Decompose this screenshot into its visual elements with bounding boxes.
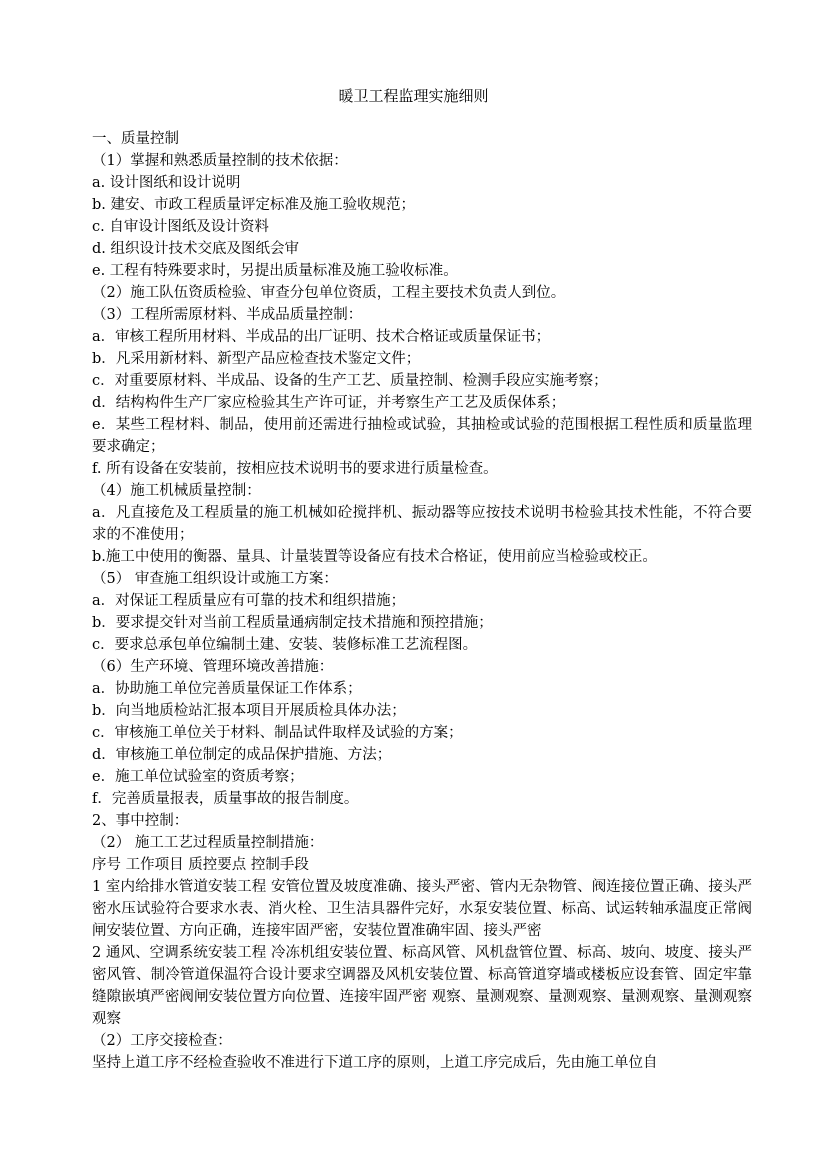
paragraph-line: 序号 工作项目 质控要点 控制手段 — [92, 857, 309, 873]
paragraph-line: （4）施工机械质量控制： — [92, 483, 261, 499]
paragraph-line: d. 组织设计技术交底及图纸会审 — [92, 241, 299, 257]
paragraph-line: c. 自审设计图纸及设计资料 — [92, 219, 269, 235]
paragraph-line: b. 建安、市政工程质量评定标准及施工验收规范； — [92, 197, 415, 213]
paragraph-line: a. 设计图纸和设计说明 — [92, 175, 241, 191]
paragraph-line: 一、质量控制 — [92, 131, 179, 147]
paragraph-line: （3）工程所需原材料、半成品质量控制： — [92, 307, 363, 323]
paragraph-line: （2）施工队伍资质检验、审查分包单位资质，工程主要技术负责人到位。 — [92, 285, 566, 301]
paragraph-line: d．结构构件生产厂家应检验其生产许可证，并考察生产工艺及质保体系； — [92, 395, 566, 411]
document-body — [92, 128, 752, 1074]
paragraph-line: c．审核施工单位关于材料、制品试件取样及试验的方案； — [92, 725, 463, 741]
paragraph-line: a．审核工程所用材料、半成品的出厂证明、技术合格证或质量保证书； — [92, 329, 551, 345]
paragraph-line: c．对重要原材料、半成品、设备的生产工艺、质量控制、检测手段应实施考察； — [92, 373, 608, 389]
paragraph-line: （2） 施工工艺过程质量控制措施： — [92, 835, 324, 851]
paragraph-line: （5） 审查施工组织设计或施工方案： — [92, 571, 338, 587]
paragraph-line: 1 室内给排水管道安装工程 安管位置及坡度准确、接头严密、管内无杂物管、阀连接位置正确、接头严密水压试验符合要求水表、消火栓、卫生洁具器件完好，水泵安装位置、标高、试运转轴承温度正常阀闸安装位置、方向正确，连接牢固严密，安装位置准确牢固、接头严密 — [92, 879, 752, 939]
paragraph-line: e．某些工程材料、制品，使用前还需进行抽检或试验，其抽检或试验的范围根据工程性质和质量监理要求确定； — [92, 417, 752, 455]
paragraph-line: f. 所有设备在安装前，按相应技术说明书的要求进行质量检查。 — [92, 461, 498, 477]
paragraph-line: b．要求提交针对当前工程质量通病制定技术措施和预控措施； — [92, 615, 493, 631]
paragraph-line: d．审核施工单位制定的成品保护措施、方法； — [92, 747, 392, 763]
paragraph-line: e．施工单位试验室的资质考察； — [92, 769, 304, 785]
paragraph-line: a．凡直接危及工程质量的施工机械如砼搅拌机、振动器等应按技术说明书检验其技术性能，不符合要求的不准使用； — [92, 505, 752, 543]
paragraph-line: 2、事中控制： — [92, 813, 189, 829]
paragraph-line: c．要求总承包单位编制土建、安装、装修标准工艺流程图。 — [92, 637, 478, 653]
paragraph-line: a．协助施工单位完善质量保证工作体系； — [92, 681, 362, 697]
paragraph-line: f．完善质量报表，质量事故的报告制度。 — [92, 791, 359, 807]
paragraph-line: （2）工序交接检查： — [92, 1033, 232, 1049]
document-title: 暖卫工程监理实施细则 — [338, 87, 489, 105]
paragraph-line: e. 工程有特殊要求时，另提出质量标准及施工验收标准。 — [92, 263, 458, 279]
paragraph-line: b．向当地质检站汇报本项目开展质检具体办法； — [92, 703, 406, 719]
paragraph-line: （6）生产环境、管理环境改善措施： — [92, 659, 334, 675]
paragraph-line: 2 通风、空调系统安装工程 冷冻机组安装位置、标高风管、风机盘管位置、标高、坡向、坡度、接头严密风管、制冷管道保温符合设计要求空调器及风机安装位置、标高管道穿墙或楼板应设套管、固定牢靠缝隙嵌填严密阀闸安装位置方向位置、连接牢固严密 观察、量测观察、量测观察、量测观察、量测观察观察 — [92, 945, 752, 1027]
paragraph-line: b．凡采用新材料、新型产品应检查技术鉴定文件； — [92, 351, 421, 367]
paragraph-line: （1）掌握和熟悉质量控制的技术依据： — [92, 153, 348, 169]
paragraph-line: b.施工中使用的衡器、量具、计量装置等设备应有技术合格证，使用前应当检验或校正。 — [92, 549, 657, 565]
paragraph-line: a．对保证工程质量应有可靠的技术和组织措施； — [92, 593, 406, 609]
paragraph-line: 坚持上道工序不经检查验收不准进行下道工序的原则，上道工序完成后，先由施工单位自 — [92, 1055, 658, 1071]
